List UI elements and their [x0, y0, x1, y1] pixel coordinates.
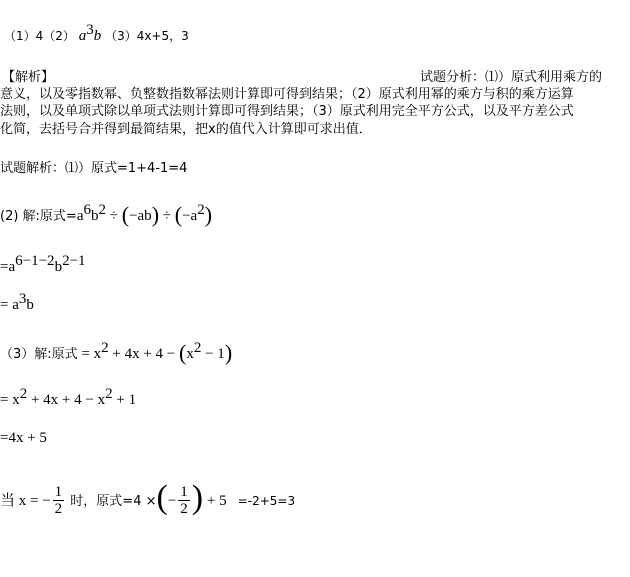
s2-step2-a: a	[8, 259, 16, 275]
s2-paren-1: −ab	[129, 208, 152, 224]
s3-step2-exp2: 2	[105, 386, 113, 402]
analysis-line-3: 法则，以及单项式除以单项式法则计算即可得到结果；（3）原式利用完全平方公式，以及平方差公式	[0, 104, 574, 119]
s2-b-exp: 2	[98, 202, 106, 218]
solution-3-step-3: =4x + 5	[0, 430, 47, 446]
s2-a: a	[76, 208, 84, 224]
s3-paren-x: x	[186, 346, 194, 362]
s3-step2-c: + 1	[112, 392, 137, 408]
analysis-line-2: 意义，以及零指数幂、负整数指数幂法则计算即可得到结果；（2）原式利用幂的乘方与积的乘方运算	[0, 87, 574, 102]
analysis-line-4: 化简，去括号合并得到最简结果，把x的值代入计算即可求出值．	[0, 122, 372, 137]
s2-step3-exp: 3	[18, 291, 27, 307]
answer-part1: （1）4（2）	[4, 29, 75, 43]
final-result: =-2+5=3	[237, 494, 296, 508]
answer-b-var: b	[93, 28, 102, 44]
s2-rparen-1: )	[151, 202, 160, 227]
final-dang: 当 x = −	[0, 493, 51, 509]
s3-step2-exp1: 2	[19, 386, 28, 402]
s3-rparen: )	[224, 340, 233, 365]
analysis-right-label: 试题分析：⑴）原式利用乘方的	[420, 70, 603, 85]
s2-step2-a-exp: 6−1−2	[15, 253, 55, 269]
answer-part3: （3）4x+5，3	[105, 29, 189, 43]
final-fraction-1-den: 2	[54, 501, 63, 517]
s2-step3-a: a	[12, 297, 19, 313]
s3-eq1: = x	[77, 346, 102, 362]
answer-a-var: a	[78, 28, 87, 44]
s2-div-2: ÷	[159, 208, 175, 224]
solution-line-1: 试题解析：⑴）原式=1+4-1=4	[0, 161, 188, 176]
solution-2-step-2	[0, 253, 86, 276]
s3-lparen: (	[179, 340, 187, 365]
s3-step2-b: + 4x + 4 − x	[27, 392, 106, 408]
final-evaluation	[0, 476, 295, 517]
s3-prefix: （3）解:原式	[0, 347, 78, 362]
s2-b: b	[91, 208, 99, 224]
final-lparen: (	[156, 479, 168, 516]
s2-prefix: (2) 解:原式=	[0, 209, 77, 224]
final-fraction-1	[53, 484, 65, 517]
s3-paren-rest: − 1	[201, 346, 225, 362]
final-fraction-1-num: 1	[54, 484, 63, 500]
s3-rest1: + 4x + 4 −	[108, 346, 180, 362]
solution-3-step-2	[0, 386, 137, 409]
final-paren-minus: −	[167, 493, 177, 509]
answer-a-exp: 3	[86, 22, 94, 38]
s2-step2-eq: =	[0, 259, 9, 275]
analysis-heading: 【解析】	[2, 70, 55, 85]
final-mid: 时，原式=4 ×	[66, 494, 157, 509]
s3-paren-exp: 2	[193, 340, 202, 356]
s2-step2-b: b	[54, 259, 63, 275]
final-fraction-2-den: 2	[180, 501, 188, 517]
final-rparen: )	[191, 479, 204, 516]
s2-step2-b-exp: 2−1	[62, 253, 86, 269]
s2-paren-2-exp: 2	[197, 202, 205, 218]
s2-lparen-1: (	[121, 202, 130, 227]
s2-paren-2-a: −a	[182, 208, 198, 224]
final-tail: + 5	[203, 493, 227, 509]
s2-lparen-2: (	[174, 202, 183, 227]
s2-step3-b: b	[26, 297, 34, 313]
solution-2-step-3	[0, 291, 34, 314]
final-fraction-2	[178, 484, 190, 517]
solution-2-step-1	[0, 200, 212, 226]
final-fraction-2-num: 1	[180, 484, 188, 500]
s2-step3-eq: =	[0, 297, 13, 313]
answers-line	[4, 22, 189, 45]
solution-3-step-1	[0, 338, 232, 364]
s2-a-exp: 6	[83, 202, 91, 218]
s3-step2-a: = x	[0, 392, 20, 408]
s3-exp1: 2	[101, 340, 109, 356]
s2-div-1: ÷	[106, 208, 122, 224]
s2-rparen-2: )	[204, 202, 213, 227]
